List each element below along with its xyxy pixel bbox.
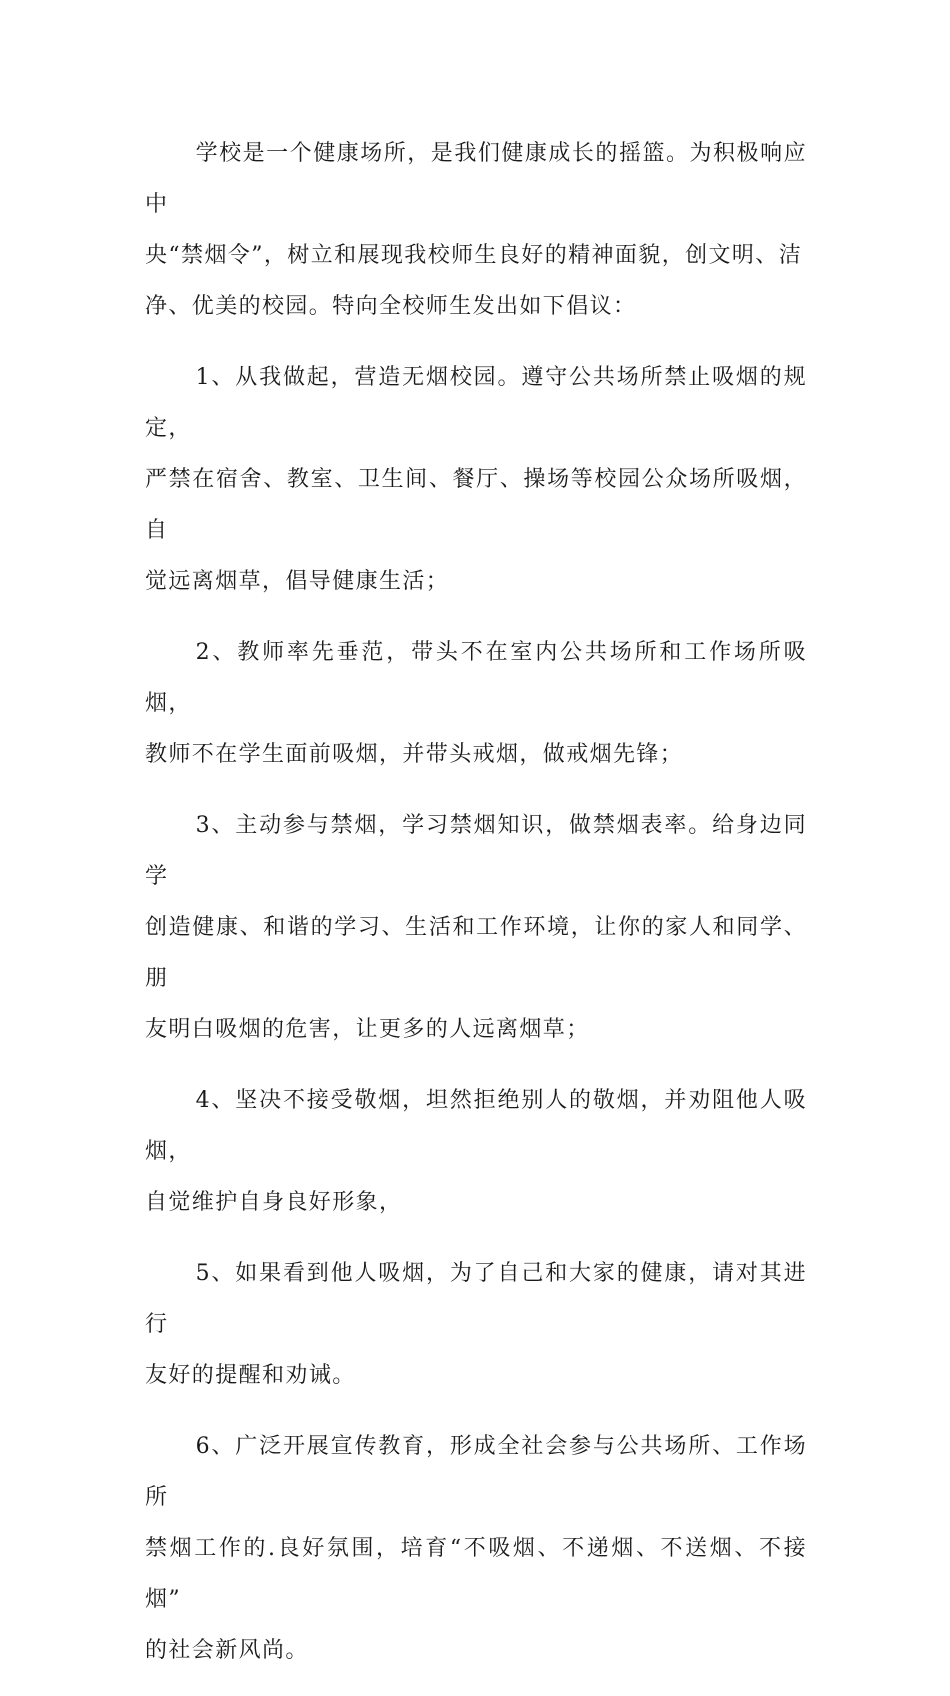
proposal-item-2: 2、教师率先垂范，带头不在室内公共场所和工作场所吸烟， 教师不在学生面前吸烟，并带头戒烟，做戒烟先锋； xyxy=(145,640,807,767)
proposal-item-6: 6、广泛开展宣传教育，形成全社会参与公共场所、工作场所 禁烟工作的.良好氛围，培育“不吸烟、不递烟、不送烟、不接烟” 的社会新风尚。 xyxy=(145,1434,807,1663)
proposal-item-5: 5、如果看到他人吸烟，为了自己和大家的健康，请对其进行 友好的提醒和劝诫。 xyxy=(145,1261,807,1388)
proposal-item-3: 3、主动参与禁烟，学习禁烟知识，做禁烟表率。给身边同学 创造健康、和谐的学习、生活和工作环境，让你的家人和同学、朋 友明白吸烟的危害，让更多的人远离烟草； xyxy=(145,813,807,1042)
intro-paragraph: 学校是一个健康场所，是我们健康成长的摇篮。为积极响应中 央“禁烟令”，树立和展现我校师生良好的精神面貌，创文明、洁 净、优美的校园。特向全校师生发出如下倡议： xyxy=(145,141,807,319)
proposal-item-1: 1、从我做起，营造无烟校园。遵守公共场所禁止吸烟的规定， 严禁在宿舍、教室、卫生间、餐厅、操场等校园公众场所吸烟，自 觉远离烟草，倡导健康生活； xyxy=(145,365,807,594)
document-body xyxy=(145,128,807,1696)
proposal-item-4: 4、坚决不接受敬烟，坦然拒绝别人的敬烟，并劝阻他人吸烟， 自觉维护自身良好形象， xyxy=(145,1088,807,1215)
